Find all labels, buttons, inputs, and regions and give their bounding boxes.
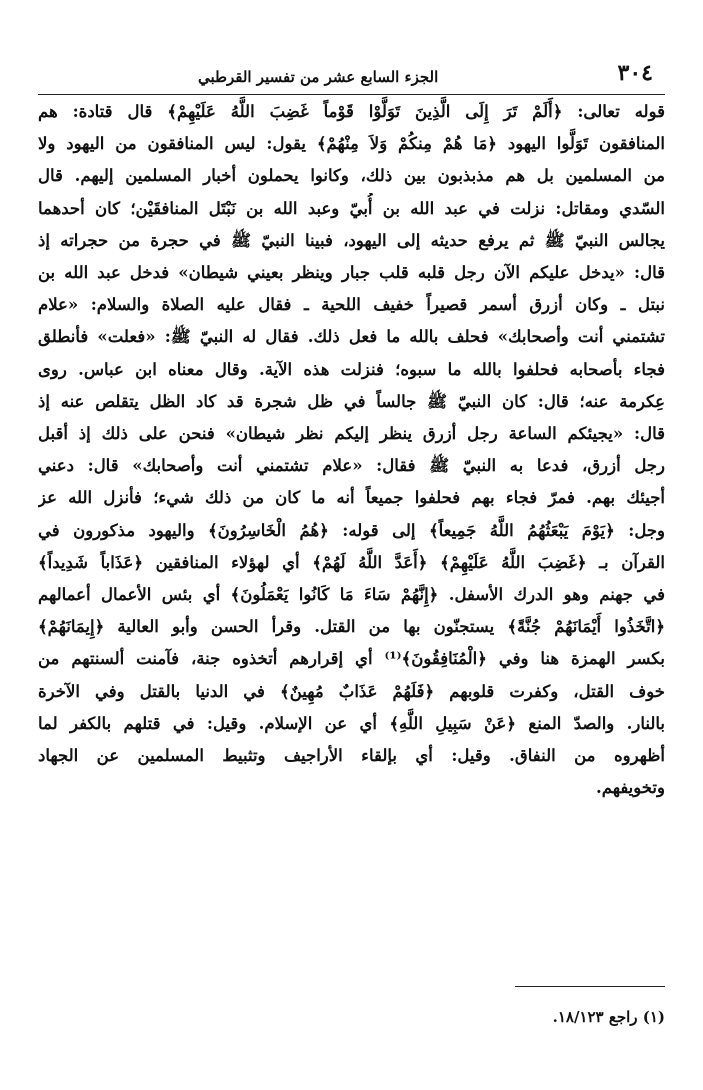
text-line: قوله تعالى: ﴿أَلَمْ تَرَ إِلَى الَّذِينَ تَوَلَّوْا قَوْماً غَضِبَ اللَّهُ عَلَيْهِمْ﴾ قال قتادة: هم: [38, 102, 665, 121]
text-line: القرآن بـ ﴿غَضِبَ اللَّهُ عَلَيْهِمْ﴾ ﴿أَعَدَّ اللَّهُ لَهُمْ﴾ أي لهؤلاء المنافقين ﴿عَذَاباً شَدِيداً﴾: [38, 552, 665, 572]
footnote: (١) راجع ١٨/١٢٣.: [552, 1008, 665, 1026]
text-line: نبتل ـ وكان أزرق أسمر قصيراً خفيف اللحية ـ فقال عليه الصلاة والسلام: «علام: [38, 295, 665, 315]
text-line: ﴿اتَّخَذُوا أَيْمَانَهُمْ جُنَّةً﴾ يستجنّون بها من القتل. وقرأ الحسن وأبو العالية ﴿إِيمَانَهُمْ﴾: [38, 617, 665, 637]
text-line: قال: «يجيئكم الساعة رجل أزرق ينظر إليكم نظر شيطان» فنحن على ذلك إذ أقبل: [38, 424, 665, 444]
text-line: المنافقون تَوَلَّوا اليهود ﴿مَا هُمْ مِنكُمْ وَلاَ مِنْهُمْ﴾ يقول: ليس المنافقون من اليهود ولا: [38, 134, 665, 154]
text-line: وجل: ﴿يَوْمَ يَبْعَثُهُمُ اللَّهُ جَمِيعاً﴾ إلى قوله: ﴿هُمُ الْخَاسِرُونَ﴾ واليهود مذكورون في: [38, 520, 665, 540]
text-line: عِكرمة عنه؛ قال: كان النبيّ ﷺ جالساً في ظل شجرة قد كاد الظل يتقلص عنه إذ: [38, 391, 665, 411]
text-line: بالنار. والصدّ المنع ﴿عَنْ سَبِيلِ اللَّهِ﴾ أي عن الإسلام. وقيل: في قتلهم بالكفر لما: [38, 713, 665, 733]
text-line: بكسر الهمزة هنا وفي ﴿الْمُنَافِقُونَ﴾⁽¹⁾ أي إقرارهم أتخذوه جنة، فآمنت ألسنتهم من: [38, 649, 665, 669]
text-line: خوف القتل، وكفرت قلوبهم ﴿فَلَهُمْ عَذَابٌ مُهِينٌ﴾ في الدنيا بالقتل وفي الآخرة: [38, 681, 665, 701]
text-line: أجيئك بهم. فمرّ فجاء بهم فحلفوا جميعاً أنه ما كان من ذلك شيء؛ فأنزل الله عز: [38, 488, 665, 508]
running-title: الجزء السابع عشر من تفسير القرطبي: [198, 68, 439, 86]
text-line: في جهنم وهو الدرك الأسفل. ﴿إِنَّهُمْ سَاءَ مَا كَانُوا يَعْمَلُونَ﴾ أي بئس الأعمال أعمالهم: [38, 585, 665, 605]
text-line: قال: «يدخل عليكم الآن رجل قلبه قلب جبار وينظر بعيني شيطان» فدخل عبد الله بن: [38, 263, 665, 283]
text-line: أظهروه من النفاق. وقيل: أي بإلقاء الأراجيف وتثبيط المسلمين عن الجهاد: [38, 746, 665, 766]
text-line: رجل أزرق، فدعا به النبيّ ﷺ فقال: «علام تشتمني أنت وأصحابك» قال: دعني: [38, 456, 665, 476]
text-line: يجالس النبيّ ﷺ ثم يرفع حديثه إلى اليهود، فبينا النبيّ ﷺ في حجرة من حجراته إذ: [38, 230, 665, 250]
text-line: السّدي ومقاتل: نزلت في عبد الله بن أُبيّ وعبد الله بن نَبْتَل المنافقَيْن؛ كان أحدهما: [38, 198, 665, 218]
footnote-divider: [515, 986, 665, 987]
text-line: وتخويفهم.: [595, 778, 665, 798]
text-line: تشتمني أنت وأصحابك» فحلف بالله ما فعل ذلك. فقال له النبيّ ﷺ: «فعلت» فأنطلق: [38, 327, 665, 347]
text-line: فجاء بأصحابه فحلفوا بالله ما سبوه؛ فنزلت هذه الآية. وقال معناه ابن عباس. روى: [38, 359, 665, 379]
text-line: من المسلمين بل هم مذبذبون بين ذلك، وكانوا يحملون أخبار المسلمين إليهم. قال: [38, 166, 665, 186]
page-header: [38, 52, 665, 95]
body-text: [38, 96, 665, 804]
page-number: ٣٠٤: [617, 60, 653, 86]
